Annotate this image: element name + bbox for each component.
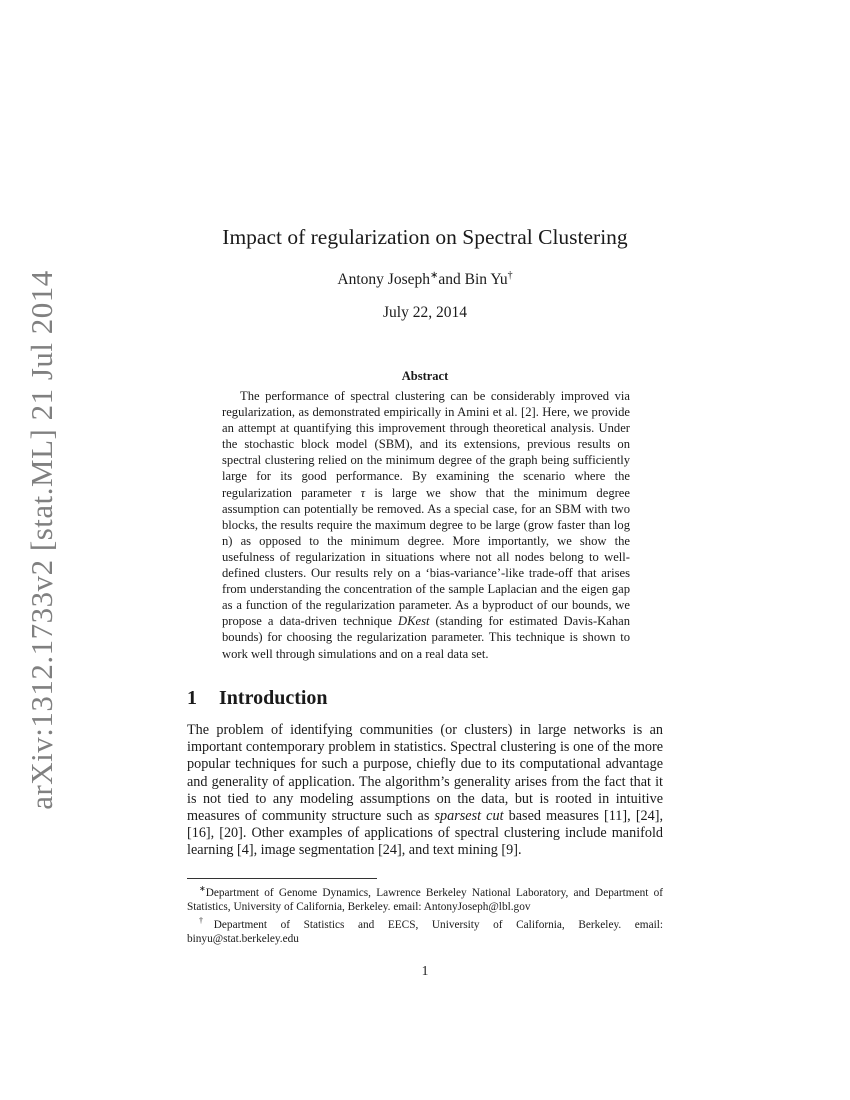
footnote-separator [187, 878, 377, 879]
page-number: 1 [421, 963, 429, 978]
footnote-mark-dagger: † [507, 270, 513, 281]
dkest-technique-name: DKest [398, 614, 430, 629]
section-number: 1 [187, 687, 197, 709]
abstract-text [222, 388, 630, 662]
abstract-text-part: ) as opposed to the minimum degree. More importantly, we show the usefulness of regularization in situations where not all nodes belong to well-defined clusters. Our results rely on a ‘bias-variance’-like trade-off that arises from understanding the concentration of the sample Laplacian and the eigen gap as a function of the regularization parameter. As a byproduct of our bounds, we propose a data-driven technique [222, 533, 630, 629]
footnote-2 [187, 914, 663, 946]
footnote-mark-star: ∗ [430, 270, 439, 281]
author-connector: and [438, 271, 465, 289]
footnotes [187, 882, 663, 946]
footnote-1-mark: ∗ [199, 884, 206, 893]
emphasis-sparsest-cut: sparsest cut [434, 808, 504, 825]
intro-text-part: based measures [11], [24], [16], [20]. Other examples of applications of spectral clustering include manifold learning [4], image segmentation [24], and text mining [9]. [187, 808, 663, 859]
intro-text-part: The problem of identifying communities (or clusters) in large networks is an important contemporary problem in statistics. Spectral clustering is one of the more popular techniques for such a purpose, chiefly due to its computational advantage and generality of application. The algorithm’s generality arises from the fact that it is not tied to any modeling assumptions on the data, but is rooted in intuitive measures of community structure such as [187, 722, 663, 825]
abstract-heading: Abstract [401, 369, 449, 383]
author-line [0, 270, 850, 289]
author-yu: Bin Yu [464, 271, 508, 289]
footnote-1-text: Department of Genome Dynamics, Lawrence Berkeley National Laboratory, and Department of Statistics, University of California, Berkeley. email: AntonyJoseph@lbl.gov [187, 886, 663, 913]
paper-title: Impact of regularization on Spectral Clustering [222, 225, 628, 249]
section-title: Introduction [219, 687, 328, 709]
math-log-n: log n [222, 517, 630, 548]
publication-date: July 22, 2014 [383, 304, 467, 321]
footnote-2-text: Department of Statistics and EECS, University of California, Berkeley. email: binyu@stat.berkeley.edu [187, 918, 663, 946]
section-heading-introduction [187, 687, 328, 710]
abstract-text-part: is large we show that the minimum degree assumption can potentially be removed. As a special case, for an SBM with two blocks, the results require the maximum degree to be large (grow faster than [222, 485, 630, 532]
footnote-1 [187, 882, 663, 914]
introduction-paragraph [187, 722, 663, 860]
abstract-text-part: The performance of spectral clustering can be considerably improved via regularization, as demonstrated empirically in Amini et al. [2]. Here, we provide an attempt at quantifying this improvement through theoretical analysis. Under the stochastic block model (SBM), and its extensions, previous results on spectral clustering relied on the minimum degree of the graph being sufficiently large for its good performance. By examining the scenario where the regularization parameter [222, 389, 630, 500]
math-tau: τ [360, 485, 366, 500]
arxiv-identifier-stamp: arXiv:1312.1733v2 [stat.ML] 21 Jul 2014 [24, 270, 59, 810]
footnote-2-mark: † [199, 916, 214, 926]
abstract-text-part: (standing for estimated Davis-Kahan bounds) for choosing the regularization parameter. This technique is shown to work well through simulations and on a real data set. [222, 614, 630, 661]
author-joseph: Antony Joseph [337, 271, 430, 289]
